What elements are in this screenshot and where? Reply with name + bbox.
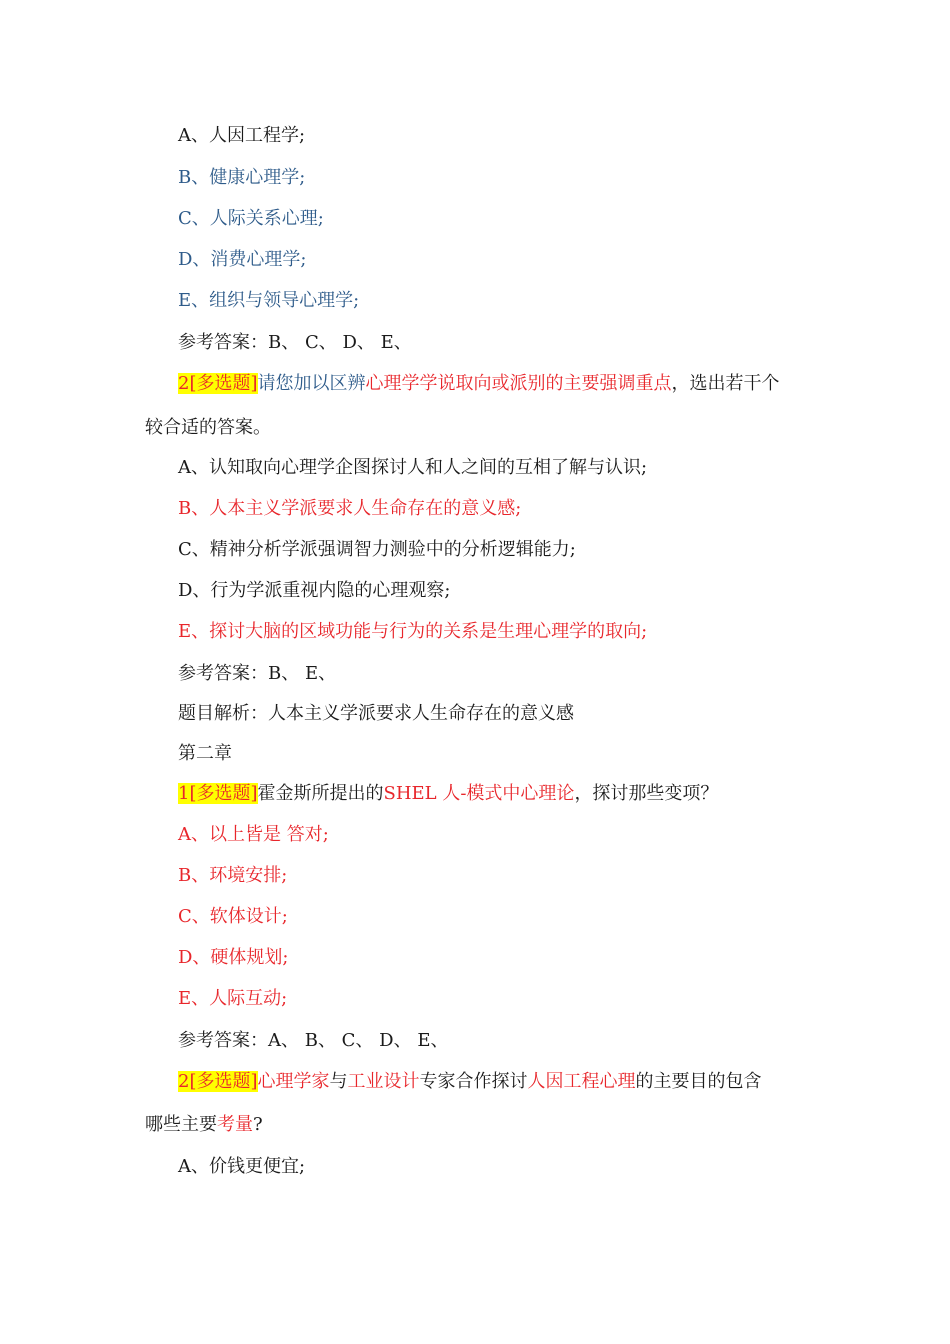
q2-answer: 参考答案：A、 B、 C、 D、 E、	[178, 1030, 449, 1051]
q1-type-tag: [多选题]	[189, 373, 258, 394]
q1-option-d: D、行为学派重视内隐的心理观察;	[178, 580, 451, 601]
q3-stem-part6: 的主要目的包含	[635, 1071, 762, 1092]
q0-option-e-text: E、组织与领导心理学;	[178, 290, 360, 311]
q2-option-c: C、软体设计;	[178, 906, 288, 927]
q3-type-tag: [多选题]	[189, 1071, 258, 1092]
q1-number: 2	[178, 373, 190, 394]
q1-stem-part2: 心理学学说取向或派别的主要强调重点	[365, 373, 672, 394]
q3-stem-part4: 专家合作探讨	[419, 1071, 528, 1092]
q2-stem-part1: 霍金斯所提出的	[257, 783, 384, 804]
q3-stem-part2: 与	[329, 1071, 348, 1092]
q1-answer: 参考答案：B、 E、	[178, 663, 337, 684]
q1-stem	[178, 372, 780, 396]
q3-cont-part3: ?	[253, 1114, 263, 1135]
q3-stem-part3: 工业设计	[347, 1071, 420, 1092]
q1-option-e: E、探讨大脑的区域功能与行为的关系是生理心理学的取向;	[178, 621, 648, 642]
q1-option-c: C、精神分析学派强调智力测验中的分析逻辑能力;	[178, 539, 576, 560]
q0-option-d: D、消费心理学;	[178, 249, 307, 270]
q1-analysis: 题目解析：人本主义学派要求人生命存在的意义感	[178, 703, 574, 724]
q0-option-c: C、人际关系心理;	[178, 208, 324, 229]
q3-cont-part2: 考量	[217, 1114, 253, 1135]
q3-stem-part5: 人因工程心理	[527, 1071, 636, 1092]
q2-type-tag: [多选题]	[189, 783, 258, 804]
q3-option-a: A、价钱更便宜;	[178, 1156, 306, 1177]
q1-stem-part3: ，选出若干个	[671, 373, 780, 394]
q3-stem	[178, 1070, 762, 1094]
q1-option-b: B、人本主义学派要求人生命存在的意义感;	[178, 498, 522, 519]
chapter-heading: 第二章	[178, 743, 232, 764]
q0-option-b: B、健康心理学;	[178, 167, 306, 188]
q2-stem	[178, 782, 718, 806]
q3-number: 2	[178, 1071, 190, 1092]
q2-option-e: E、人际互动;	[178, 988, 288, 1009]
q1-stem-continuation: 较合适的答案。	[145, 417, 271, 438]
q0-answer: 参考答案：B、 C、 D、 E、	[178, 332, 412, 353]
q3-cont-part1: 哪些主要	[145, 1114, 217, 1135]
q2-option-b: B、环境安排;	[178, 865, 288, 886]
q2-stem-part2: SHEL 人-模式中心理论	[383, 783, 575, 804]
q2-option-a: A、以上皆是 答对;	[178, 824, 329, 845]
q1-stem-part1: 请您加以区辨	[257, 373, 366, 394]
q2-option-d: D、硬体规划;	[178, 947, 289, 968]
q0-option-e	[178, 289, 359, 313]
q2-stem-part3: ，探讨那些变项？	[574, 783, 719, 804]
q2-number: 1	[178, 783, 190, 804]
q3-stem-part1: 心理学家	[257, 1071, 330, 1092]
q0-option-a: A、人因工程学;	[178, 125, 306, 146]
q1-option-a: A、认知取向心理学企图探讨人和人之间的互相了解与认识;	[178, 457, 648, 478]
q3-stem-continuation	[145, 1113, 263, 1137]
